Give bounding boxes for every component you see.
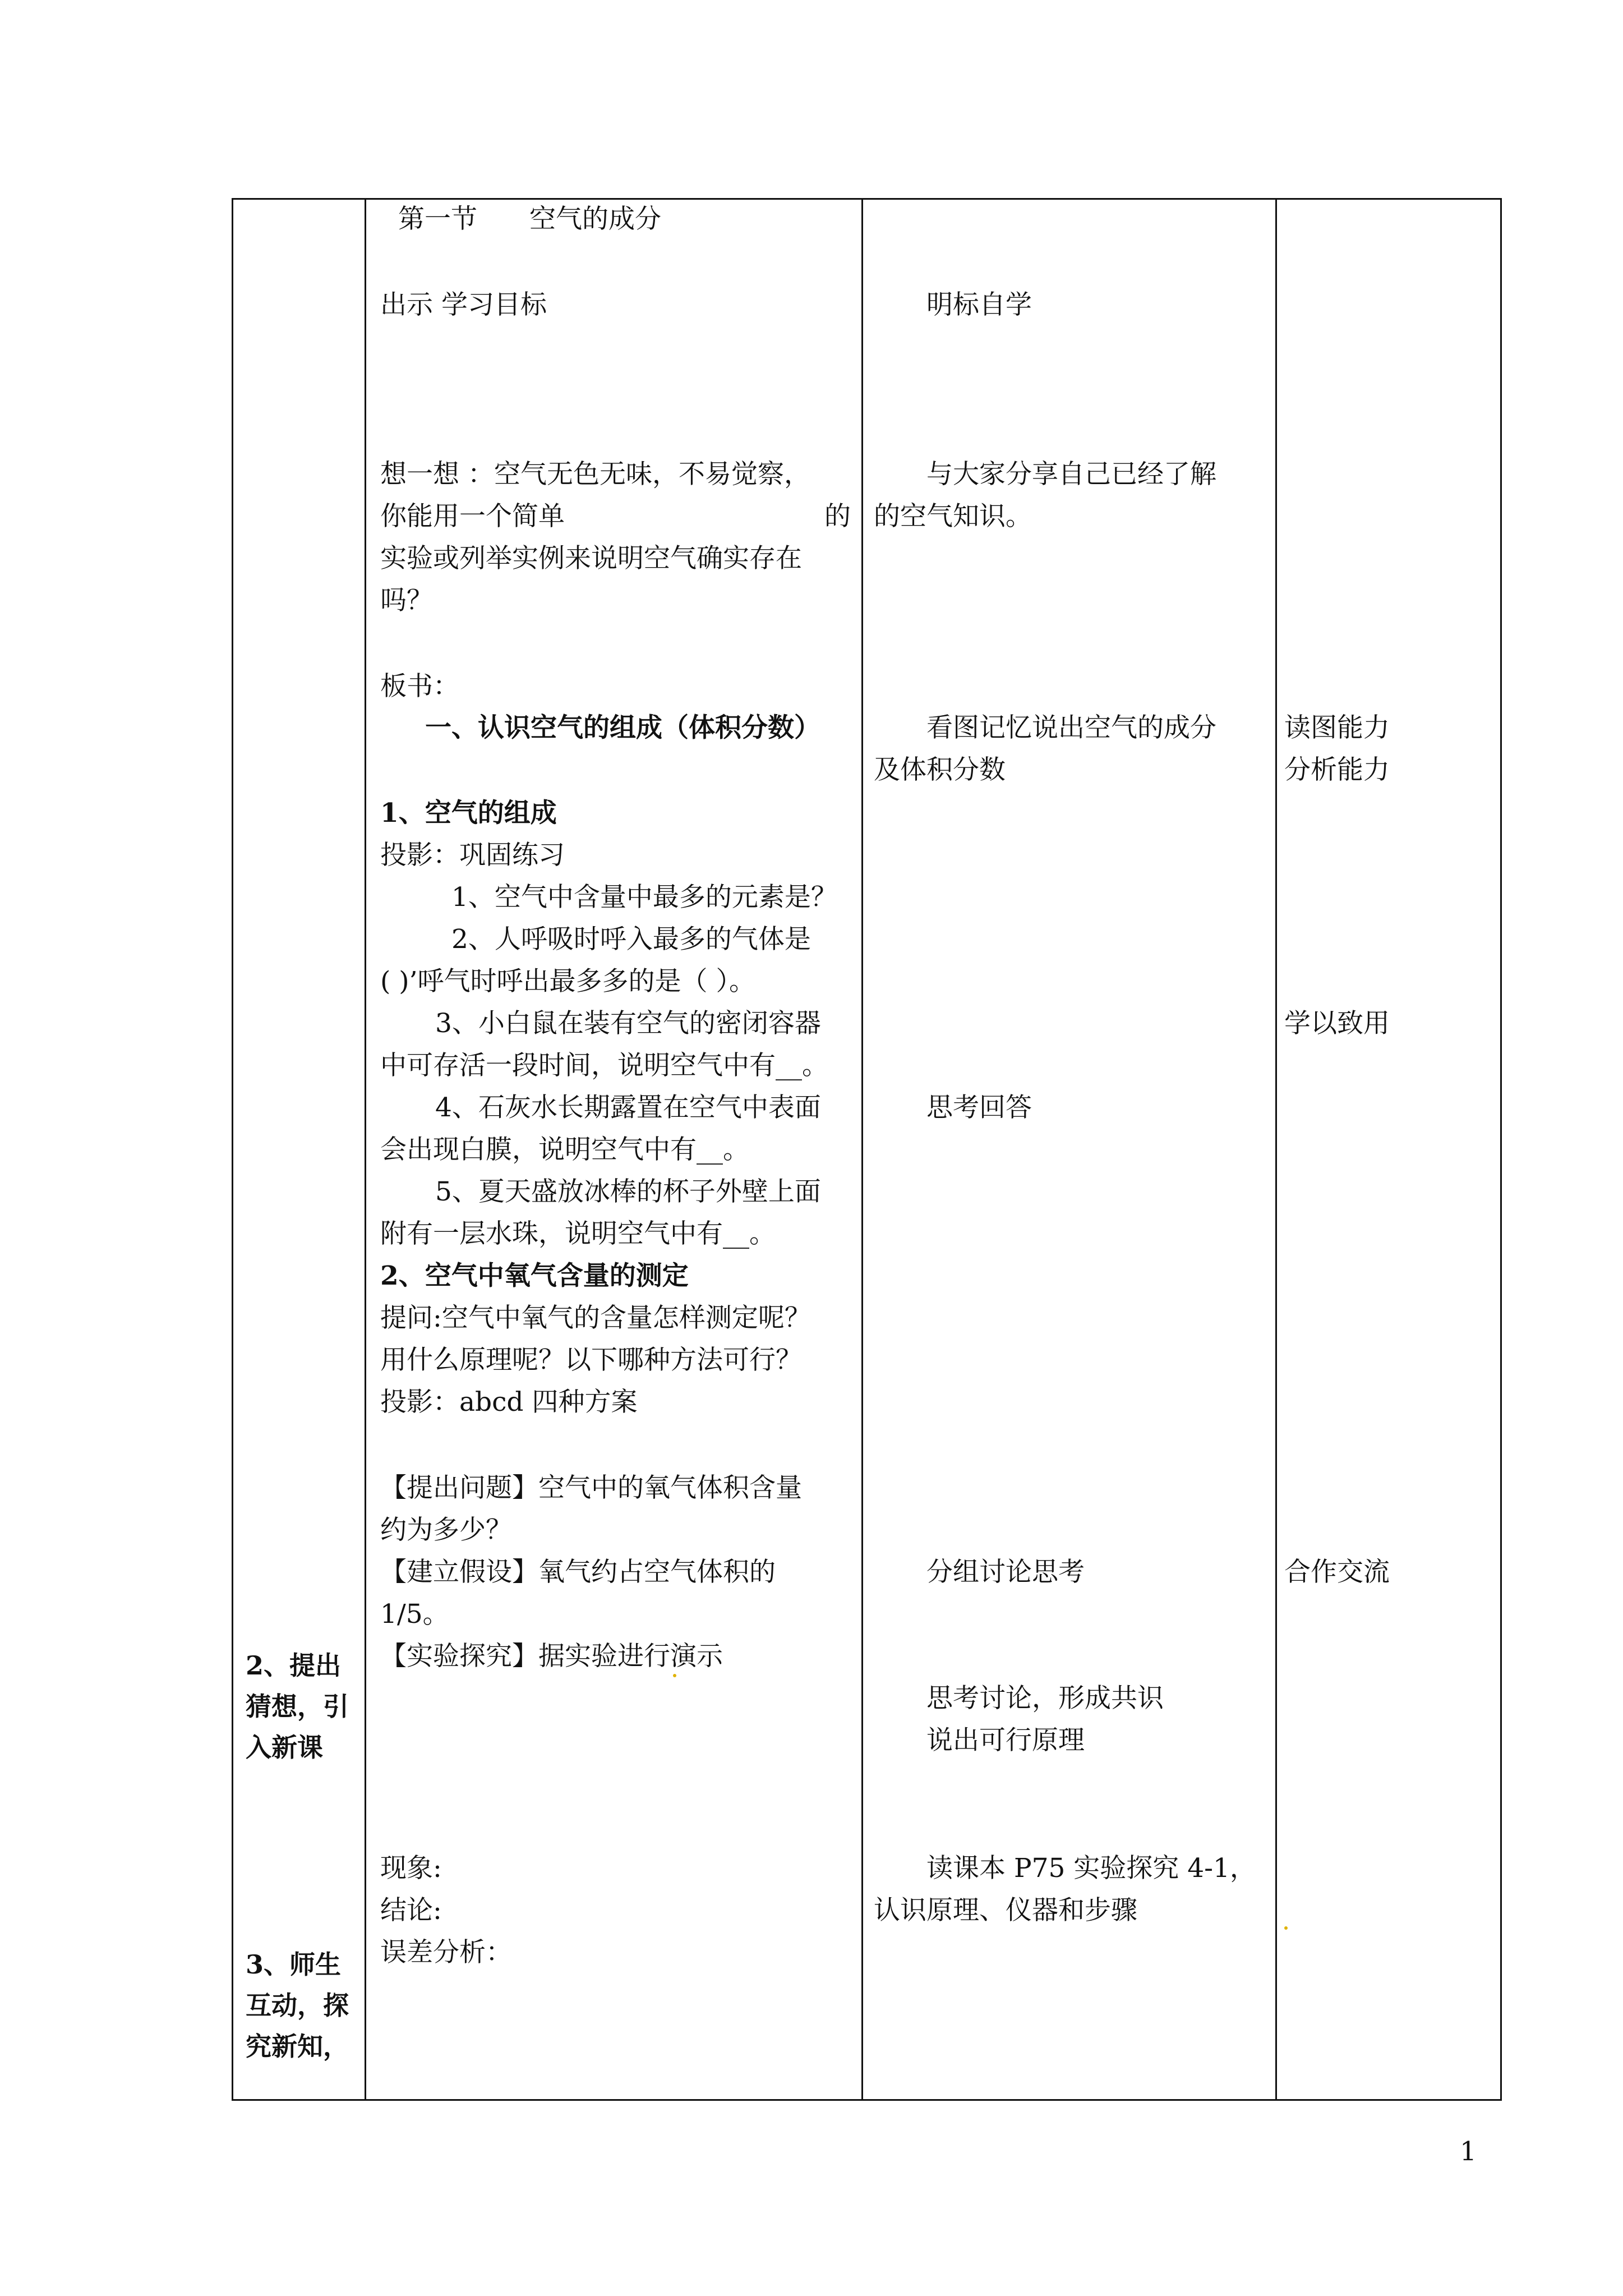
table-bottom-border — [232, 2099, 1502, 2101]
ability-read-chart: 读图能力 — [1284, 712, 1390, 743]
question-2-line2: ( )’呼气时呼出最多多的是（ ）。 — [380, 966, 755, 997]
question-1: 1、空气中含量中最多的元素是？ — [451, 882, 837, 913]
propose-question-line2: 约为多少？ — [380, 1515, 512, 1545]
conclusion-label: 结论: — [380, 1895, 442, 1926]
read-textbook-line2: 认识原理、仪器和步骤 — [874, 1895, 1137, 1926]
col-border-2 — [861, 198, 863, 2101]
think-line2-tail: 的 — [824, 501, 851, 532]
question-3-line2: 中可存活一段时间，说明空气中有__。 — [380, 1050, 828, 1081]
stage3-line1: 3、师生 — [246, 1949, 342, 1980]
page-number: 1 — [1460, 2136, 1477, 2167]
think-line1: 想一想 ：空气无色无味，不易觉察， — [380, 459, 810, 490]
ask-line2: 用什么原理呢？以下哪种方法可行？ — [380, 1345, 802, 1375]
question-4-line1: 4、石灰水长期露置在空气中表面 — [435, 1092, 821, 1123]
col-border-right — [1500, 198, 1502, 2101]
share-line1: 与大家分享自己已经了解 — [926, 459, 1216, 490]
table-top-border — [232, 198, 1502, 200]
stage3-line2: 互动，探 — [246, 1990, 349, 2021]
hypothesis-line2: 1/5。 — [380, 1599, 449, 1630]
group-discussion: 分组讨论思考 — [926, 1557, 1085, 1588]
read-textbook-line1: 读课本 P75 实验探究 4-1， — [926, 1853, 1256, 1884]
board-label: 板书： — [380, 671, 459, 702]
hypothesis-line1: 【建立假设】氧气约占空气体积的 — [380, 1557, 776, 1588]
phenomenon-label: 现象: — [380, 1853, 442, 1884]
projection-label: 投影：巩固练习 — [380, 840, 565, 871]
experiment-line: 【实验探究】据实验进行演示 — [380, 1641, 723, 1672]
question-2-line1: 2、人呼吸时呼入最多的气体是 — [451, 924, 811, 955]
projection-2: 投影：abcd 四种方案 — [380, 1387, 638, 1418]
think-answer: 思考回答 — [926, 1092, 1032, 1123]
col-border-left — [232, 198, 233, 2101]
think-line3: 实验或列举实例来说明空气确实存在 — [380, 543, 802, 574]
state-principle: 说出可行原理 — [926, 1725, 1085, 1756]
stage3-line3: 究新知， — [246, 2031, 349, 2062]
col-border-1 — [365, 198, 366, 2101]
question-5-line2: 附有一层水珠，说明空气中有__。 — [380, 1218, 776, 1249]
propose-question-line1: 【提出问题】空气中的氧气体积含量 — [380, 1473, 802, 1503]
goal-self-study: 明标自学 — [926, 289, 1032, 320]
show-goals: 出示 学习目标 — [380, 289, 547, 320]
question-4-line2: 会出现白膜，说明空气中有__。 — [380, 1134, 749, 1165]
question-3-line1: 3、小白鼠在装有空气的密闭容器 — [435, 1008, 821, 1039]
heading-1-1: 1、空气的组成 — [380, 798, 557, 829]
cooperate-exchange: 合作交流 — [1284, 1557, 1390, 1588]
heading-1-2: 2、空气中氧气含量的测定 — [380, 1260, 689, 1291]
stray-mark-2 — [1284, 1926, 1288, 1930]
stray-mark-1 — [673, 1674, 676, 1677]
ask-line1: 提问:空气中氧气的含量怎样测定呢？ — [380, 1303, 811, 1333]
discuss-consensus: 思考讨论，形成共识 — [926, 1683, 1164, 1714]
stage2-line3: 入新课 — [246, 1732, 323, 1763]
apply-learning: 学以致用 — [1284, 1008, 1390, 1039]
stage2-line1: 2、提出 — [246, 1650, 342, 1681]
col-border-3 — [1275, 198, 1277, 2101]
heading-1: 一、认识空气的组成（体积分数） — [425, 712, 820, 743]
recall-line2: 及体积分数 — [874, 754, 1006, 785]
share-line2: 的空气知识。 — [874, 501, 1032, 532]
think-line4: 吗？ — [380, 585, 433, 616]
recall-line1: 看图记忆说出空气的成分 — [926, 712, 1216, 743]
ability-analysis: 分析能力 — [1284, 754, 1390, 785]
section-title: 第一节 空气的成分 — [398, 204, 661, 234]
stage2-line2: 猜想，引 — [246, 1691, 349, 1722]
question-5-line1: 5、夏天盛放冰棒的杯子外壁上面 — [435, 1176, 821, 1207]
error-analysis-label: 误差分析： — [380, 1937, 512, 1968]
think-line2: 你能用一个简单 — [380, 501, 565, 532]
